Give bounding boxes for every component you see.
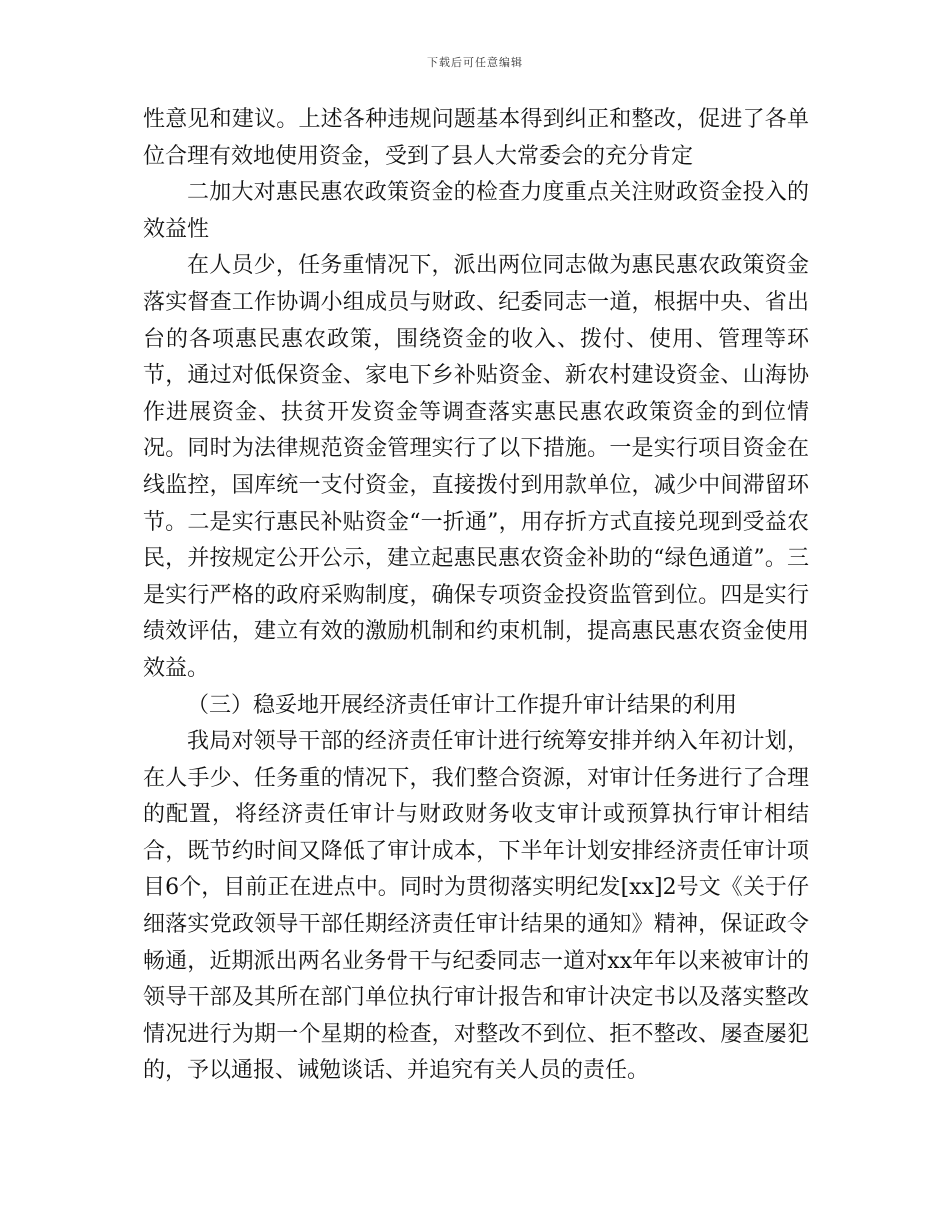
paragraph-continuation: 性意见和建议。上述各种违规问题基本得到纠正和整改，促进了各单位合理有效地使用资金，受到了县人大常委会的充分肯定 — [143, 107, 809, 169]
section-heading-2: 二加大对惠民惠农政策资金的检查力度重点关注财政资金投入的效益性 — [143, 180, 809, 242]
paragraph-economic-audit: 我局对领导干部的经济责任审计进行统筹安排并纳入年初计划，在人手少、任务重的情况下，我们整合资源，对审计任务进行了合理的配置，将经济责任审计与财政财务收支审计或预算执行审计相结合，既节约时间又降低了审计成本，下半年计划安排经济责任审计项目6个，目前正在进点中。同时为贯彻落实明纪发[xx]2号文《关于仔细落实党政领导干部任期经济责任审计结果的通知》精神，保证政令畅通，近期派出两名业务骨干与纪委同志一道对xx年年以来被审计的领导干部及其所在部门单位执行审计报告和审计决定书以及落实整改情况进行为期一个星期的检查，对整改不到位、拒不整改、屡查屡犯的，予以通报、诫勉谈话、并追究有关人员的责任。 — [143, 729, 809, 1084]
page-header: 下载后可任意编辑 — [427, 56, 523, 69]
section-heading-3: （三）稳妥地开展经济责任审计工作提升审计结果的利用 — [187, 692, 738, 718]
paragraph-policy-funds: 在人员少，任务重情况下，派出两位同志做为惠民惠农政策资金落实督查工作协调小组成员与财政、纪委同志一道，根据中央、省出台的各项惠民惠农政策，围绕资金的收入、拨付、使用、管理等环节，通过对低保资金、家电下乡补贴资金、新农村建设资金、山海协作进展资金、扶贫开发资金等调查落实惠民惠农政策资金的到位情况。同时为法律规范资金管理实行了以下措施。一是实行项目资金在线监控，国库统一支付资金，直接拨付到用款单位，减少中间滞留环节。二是实行惠民补贴资金“一折通”，用存折方式直接兑现到受益农民，并按规定公开公示，建立起惠民惠农资金补助的“绿色通道”。三是实行严格的政府采购制度，确保专项资金投资监管到位。四是实行绩效评估，建立有效的激励机制和约束机制，提高惠民惠农资金使用效益。 — [143, 253, 809, 681]
document-body — [143, 102, 809, 1090]
